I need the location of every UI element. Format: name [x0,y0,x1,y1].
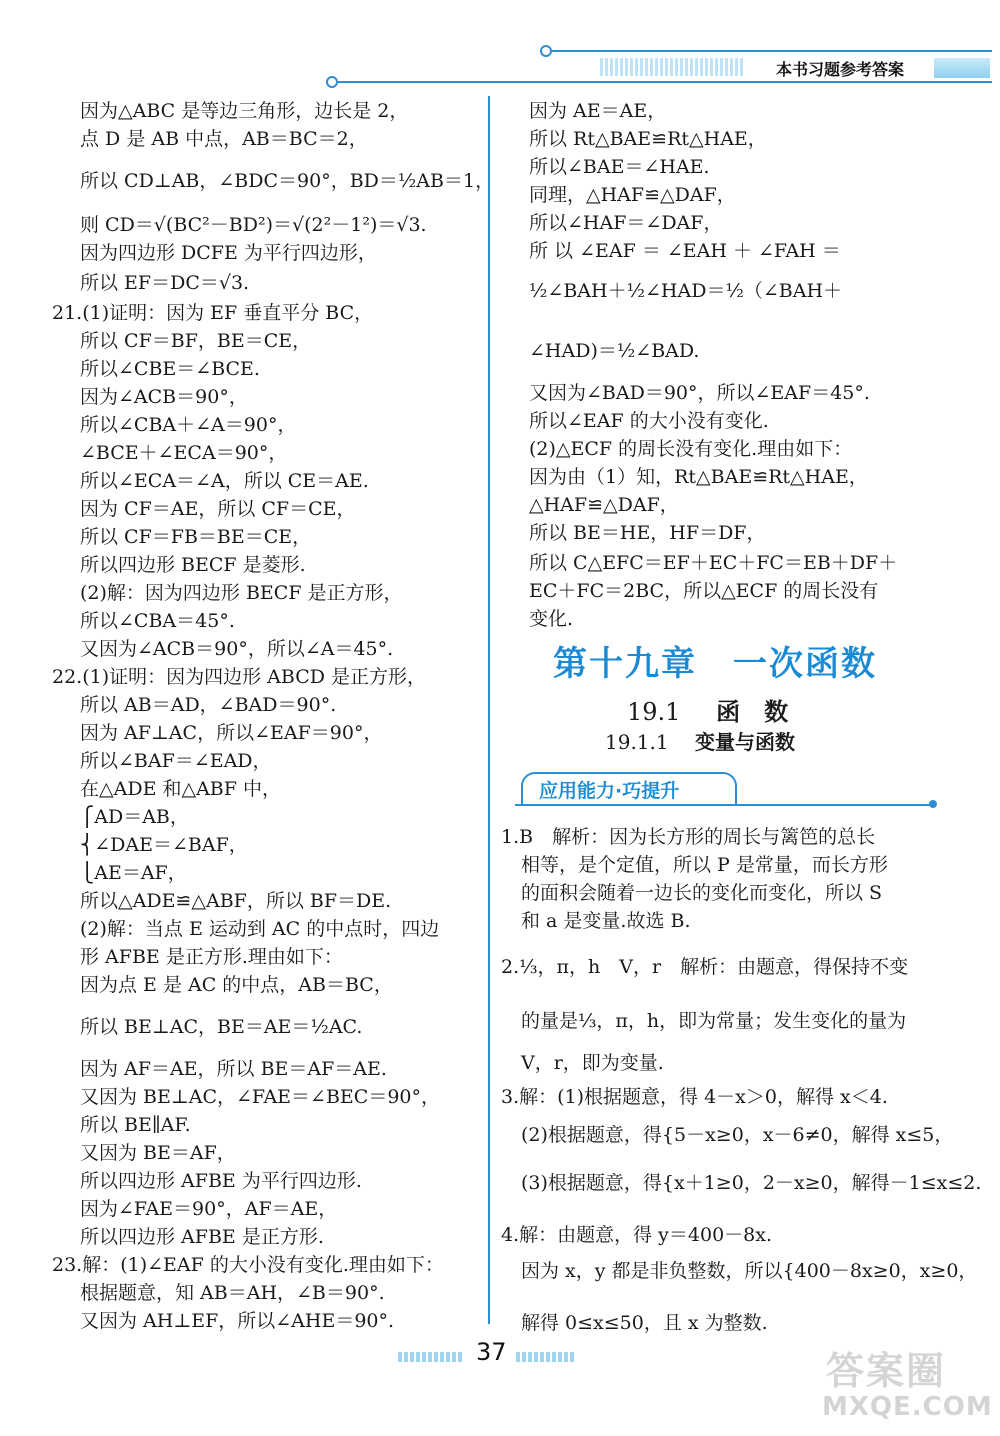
solution-line: 所以 EF＝DC＝√3. [80,272,250,294]
tag-label: 应用能力·巧提升 [539,780,680,802]
answer-number-line: 23.解：(1)∠EAF 的大小没有变化.理由如下： [52,1254,444,1276]
solution-line: 点 D 是 AB 中点，AB＝BC＝2， [80,128,368,150]
solution-line: ∠HAD)＝½∠BAD. [529,340,700,362]
solution-line: 形 AFBE 是正方形.理由如下： [80,946,343,968]
solution-line: 所以∠CBE＝∠BCE. [80,358,260,380]
solution-line: 因为△ABC 是等边三角形，边长是 2， [80,100,409,122]
subsection-heading [605,726,795,755]
watermark-url: MXQE.COM [822,1392,993,1422]
solution-line: (3)根据题意，得{x＋1≥0，2－x≥0，解得－1≤x≤2. [521,1172,982,1194]
footer-dot-pattern-left [398,1352,464,1362]
solution-line: 所以∠CBA＋∠A＝90°， [80,414,297,436]
solution-line: 所以△ADE≌△ABF，所以 BF＝DE. [80,890,392,912]
solution-line: 所以∠BAF＝∠EAD， [80,750,272,772]
subsection-title: 变量与函数 [694,730,795,754]
solution-line: 所以 CD⊥AB，∠BDC＝90°，BD＝½AB＝1， [80,170,495,192]
solution-line: EC＋FC＝2BC，所以△ECF 的周长没有 [529,580,879,602]
tag-bullet [929,800,937,808]
solution-line: 的量是⅓，π，h，即为常量；发生变化的量为 [521,1010,907,1032]
solution-line: 同理，△HAF≌△DAF， [529,184,736,206]
solution-line: 又因为 BE＝AF， [80,1142,236,1164]
header-dot-pattern [600,58,745,76]
solution-line: 因为∠FAE＝90°，AF＝AE， [80,1198,338,1220]
practice-tag [515,772,935,808]
header-title: 本书习题参考答案 [775,60,904,79]
solution-line: 因为四边形 DCFE 为平行四边形， [80,242,377,264]
solution-line: 又因为 BE⊥AC，∠FAE＝∠BEC＝90°， [80,1086,441,1108]
solution-line: 又因为 AH⊥EF，所以∠AHE＝90°. [80,1310,395,1332]
solution-line: 所以∠ECA＝∠A，所以 CE＝AE. [80,470,369,492]
solution-line: 则 CD＝√(BC²－BD²)＝√(2²－1²)＝√3. [80,214,427,236]
section-heading [627,692,788,727]
solution-line: 所以四边形 BECF 是菱形. [80,554,306,576]
solution-line: (2)△ECF 的周长没有变化.理由如下： [529,438,853,460]
solution-line: ⎧AD＝AB， [80,806,189,828]
section-number: 19.1 [627,698,681,726]
solution-line: ½∠BAH＋½∠HAD＝½（∠BAH＋ [529,280,843,302]
solution-line: 因为 AF⊥AC，所以∠EAF＝90°， [80,722,383,744]
solution-line: 又因为∠BAD＝90°，所以∠EAF＝45°. [529,382,870,404]
solution-line: 所以 C△EFC＝EF＋EC＋FC＝EB＋DF＋ [529,552,898,574]
solution-line: 因为 AF＝AE，所以 BE＝AF＝AE. [80,1058,387,1080]
solution-line: 所以 AB＝AD，∠BAD＝90°. [80,694,337,716]
section-title: 函 数 [716,698,789,726]
solution-line: 所以四边形 AFBE 为平行四边形. [80,1170,362,1192]
solution-line: 根据题意，知 AB＝AH，∠B＝90°. [80,1282,385,1304]
solution-line: 变化. [529,608,574,630]
solution-line: 所以 CF＝FB＝BE＝CE， [80,526,312,548]
solution-line: 所以四边形 AFBE 是正方形. [80,1226,324,1248]
solution-line: 又因为∠ACB＝90°，所以∠A＝45°. [80,638,394,660]
solution-line: 所以 BE⊥AC，BE＝AE＝½AC. [80,1016,363,1038]
solution-line: 所以 BE＝HE，HF＝DF， [529,522,766,544]
solution-line: 在△ADE 和△ABF 中， [80,778,281,800]
exercise-answer-line: 3.解：(1)根据题意，得 4－x＞0，解得 x＜4. [501,1086,888,1108]
solution-line: 所 以 ∠EAF ＝ ∠EAH ＋ ∠FAH ＝ [529,240,841,262]
solution-line: △HAF≌△DAF， [529,494,679,516]
page-number: 37 [476,1338,507,1366]
solution-line: 所以 BE∥AF. [80,1114,191,1136]
solution-line: 所以∠EAF 的大小没有变化. [529,410,769,432]
answer-number-line: 21.(1)证明：因为 EF 垂直平分 BC， [52,302,374,324]
answer-number-line: 22.(1)证明：因为四边形 ABCD 是正方形， [52,666,427,688]
solution-line: (2)解：因为四边形 BECF 是正方形， [80,582,403,604]
tag-underline [515,804,935,806]
solution-line: 因为点 E 是 AC 的中点，AB＝BC， [80,974,393,996]
solution-line: 所以∠BAE＝∠HAE. [529,156,710,178]
solution-line: 和 a 是变量.故选 B. [521,910,691,932]
solution-line: 因为 AE＝AE， [529,100,667,122]
solution-line: 因为 x，y 都是非负整数，所以{400－8x≥0，x≥0， [521,1260,978,1282]
solution-line: 因为∠ACB＝90°， [80,386,248,408]
solution-line: ⎨∠DAE＝∠BAF， [80,834,248,856]
column-divider [488,96,490,1324]
solution-line: 所以∠CBA＝45°. [80,610,235,632]
solution-line: 所以 CF＝BF，BE＝CE， [80,330,312,352]
solution-line: 因为由（1）知，Rt△BAE≌Rt△HAE， [529,466,868,488]
solution-line: V，r，即为变量. [521,1052,664,1074]
exercise-answer-line: 4.解：由题意，得 y＝400－8x. [501,1224,773,1246]
header-end-cap [934,58,990,78]
watermark-logo-text: 答案圈 [826,1349,947,1393]
footer-dot-pattern-right [516,1352,576,1362]
exercise-answer-line: 1.B 解析：因为长方形的周长与篱笆的总长 [501,826,876,848]
header-circle-marker [326,76,338,88]
solution-line: ∠BCE＋∠ECA＝90°， [80,442,288,464]
header-rule-upper [552,50,992,52]
solution-line: 相等，是个定值，所以 P 是常量，而长方形 [521,854,888,876]
solution-line: 所以∠HAF＝∠DAF， [529,212,723,234]
solution-line: 所以 Rt△BAE≌Rt△HAE， [529,128,767,150]
solution-line: 的面积会随着一边长的变化而变化，所以 S [521,882,883,904]
subsection-number: 19.1.1 [605,730,669,754]
chapter-title: 第十九章 一次函数 [553,644,877,684]
header-circle-marker [540,45,552,57]
solution-line: 解得 0≤x≤50，且 x 为整数. [521,1312,768,1334]
solution-line: (2)根据题意，得{5－x≥0，x－6≠0，解得 x≤5， [521,1124,954,1146]
exercise-answer-line: 2.⅓，π，h V，r 解析：由题意，得保持不变 [501,956,909,978]
solution-line: ⎩AE＝AF， [80,862,187,884]
solution-line: 因为 CF＝AE，所以 CF＝CE， [80,498,356,520]
solution-line: (2)解：当点 E 运动到 AC 的中点时，四边 [80,918,440,940]
